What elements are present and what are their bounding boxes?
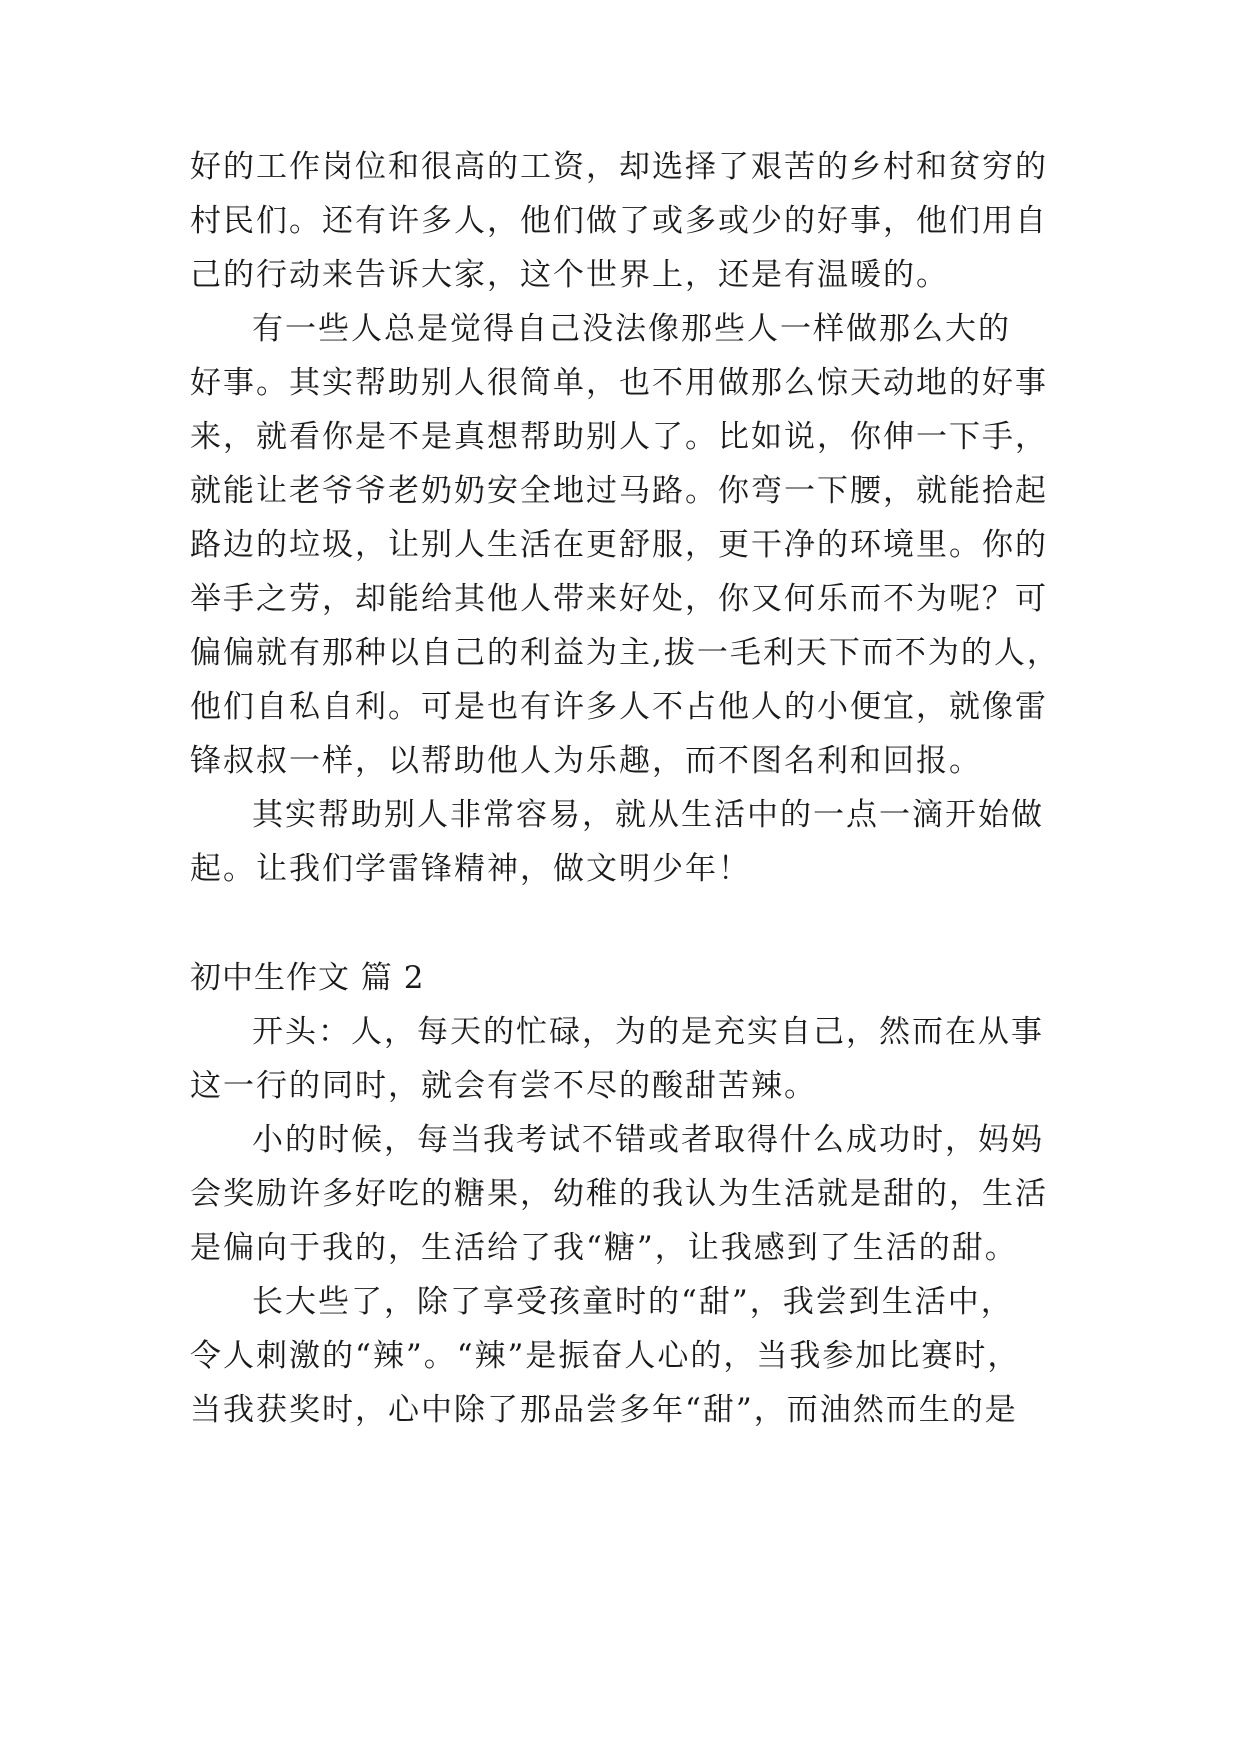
text-line: 他们自私自利。可是也有许多人不占他人的小便宜，就像雷 [190, 689, 1048, 725]
text-line: 是偏向于我的，生活给了我“糖”，让我感到了生活的甜。 [190, 1230, 1018, 1266]
text-line: 令人刺激的“辣”。“辣”是振奋人心的，当我参加比赛时， [190, 1338, 1021, 1374]
paragraph-start: 其实帮助别人非常容易，就从生活中的一点一滴开始做 [252, 797, 1044, 833]
text-line: 会奖励许多好吃的糖果，幼稚的我认为生活就是甜的，生活 [190, 1176, 1048, 1212]
paragraph-start: 长大些了，除了享受孩童时的“甜”，我尝到生活中， [252, 1284, 1014, 1320]
paragraph-start: 有一些人总是觉得自己没法像那些人一样做那么大的 [252, 311, 1011, 347]
text-line: 偏偏就有那种以自己的利益为主,拔一毛利天下而不为的人， [190, 635, 1060, 671]
text-line: 己的行动来告诉大家，这个世界上，还是有温暖的。 [190, 257, 949, 293]
text-line: 好的工作岗位和很高的工资，却选择了艰苦的乡村和贫穷的 [190, 149, 1048, 185]
section-heading: 初中生作文 篇 2 [190, 960, 425, 996]
text-line: 当我获奖时，心中除了那品尝多年“甜”，而油然而生的是 [190, 1392, 1018, 1428]
text-line: 路边的垃圾，让别人生活在更舒服，更干净的环境里。你的 [190, 527, 1048, 563]
text-line: 这一行的同时，就会有尝不尽的酸甜苦辣。 [190, 1068, 817, 1104]
paragraph-start: 开头：人，每天的忙碌，为的是充实自己，然而在从事 [252, 1014, 1044, 1050]
text-line: 起。让我们学雷锋精神，做文明少年！ [190, 851, 751, 887]
text-line: 就能让老爷爷老奶奶安全地过马路。你弯一下腰，就能拾起 [190, 473, 1048, 509]
text-line: 好事。其实帮助别人很简单，也不用做那么惊天动地的好事 [190, 365, 1048, 401]
text-line: 举手之劳，却能给其他人带来好处，你又何乐而不为呢？可 [190, 581, 1048, 617]
paragraph-start: 小的时候，每当我考试不错或者取得什么成功时，妈妈 [252, 1122, 1044, 1158]
text-line: 村民们。还有许多人，他们做了或多或少的好事，他们用自 [190, 203, 1048, 239]
text-line: 锋叔叔一样，以帮助他人为乐趣，而不图名利和回报。 [190, 743, 982, 779]
text-line: 来，就看你是不是真想帮助别人了。比如说，你伸一下手， [190, 419, 1048, 455]
